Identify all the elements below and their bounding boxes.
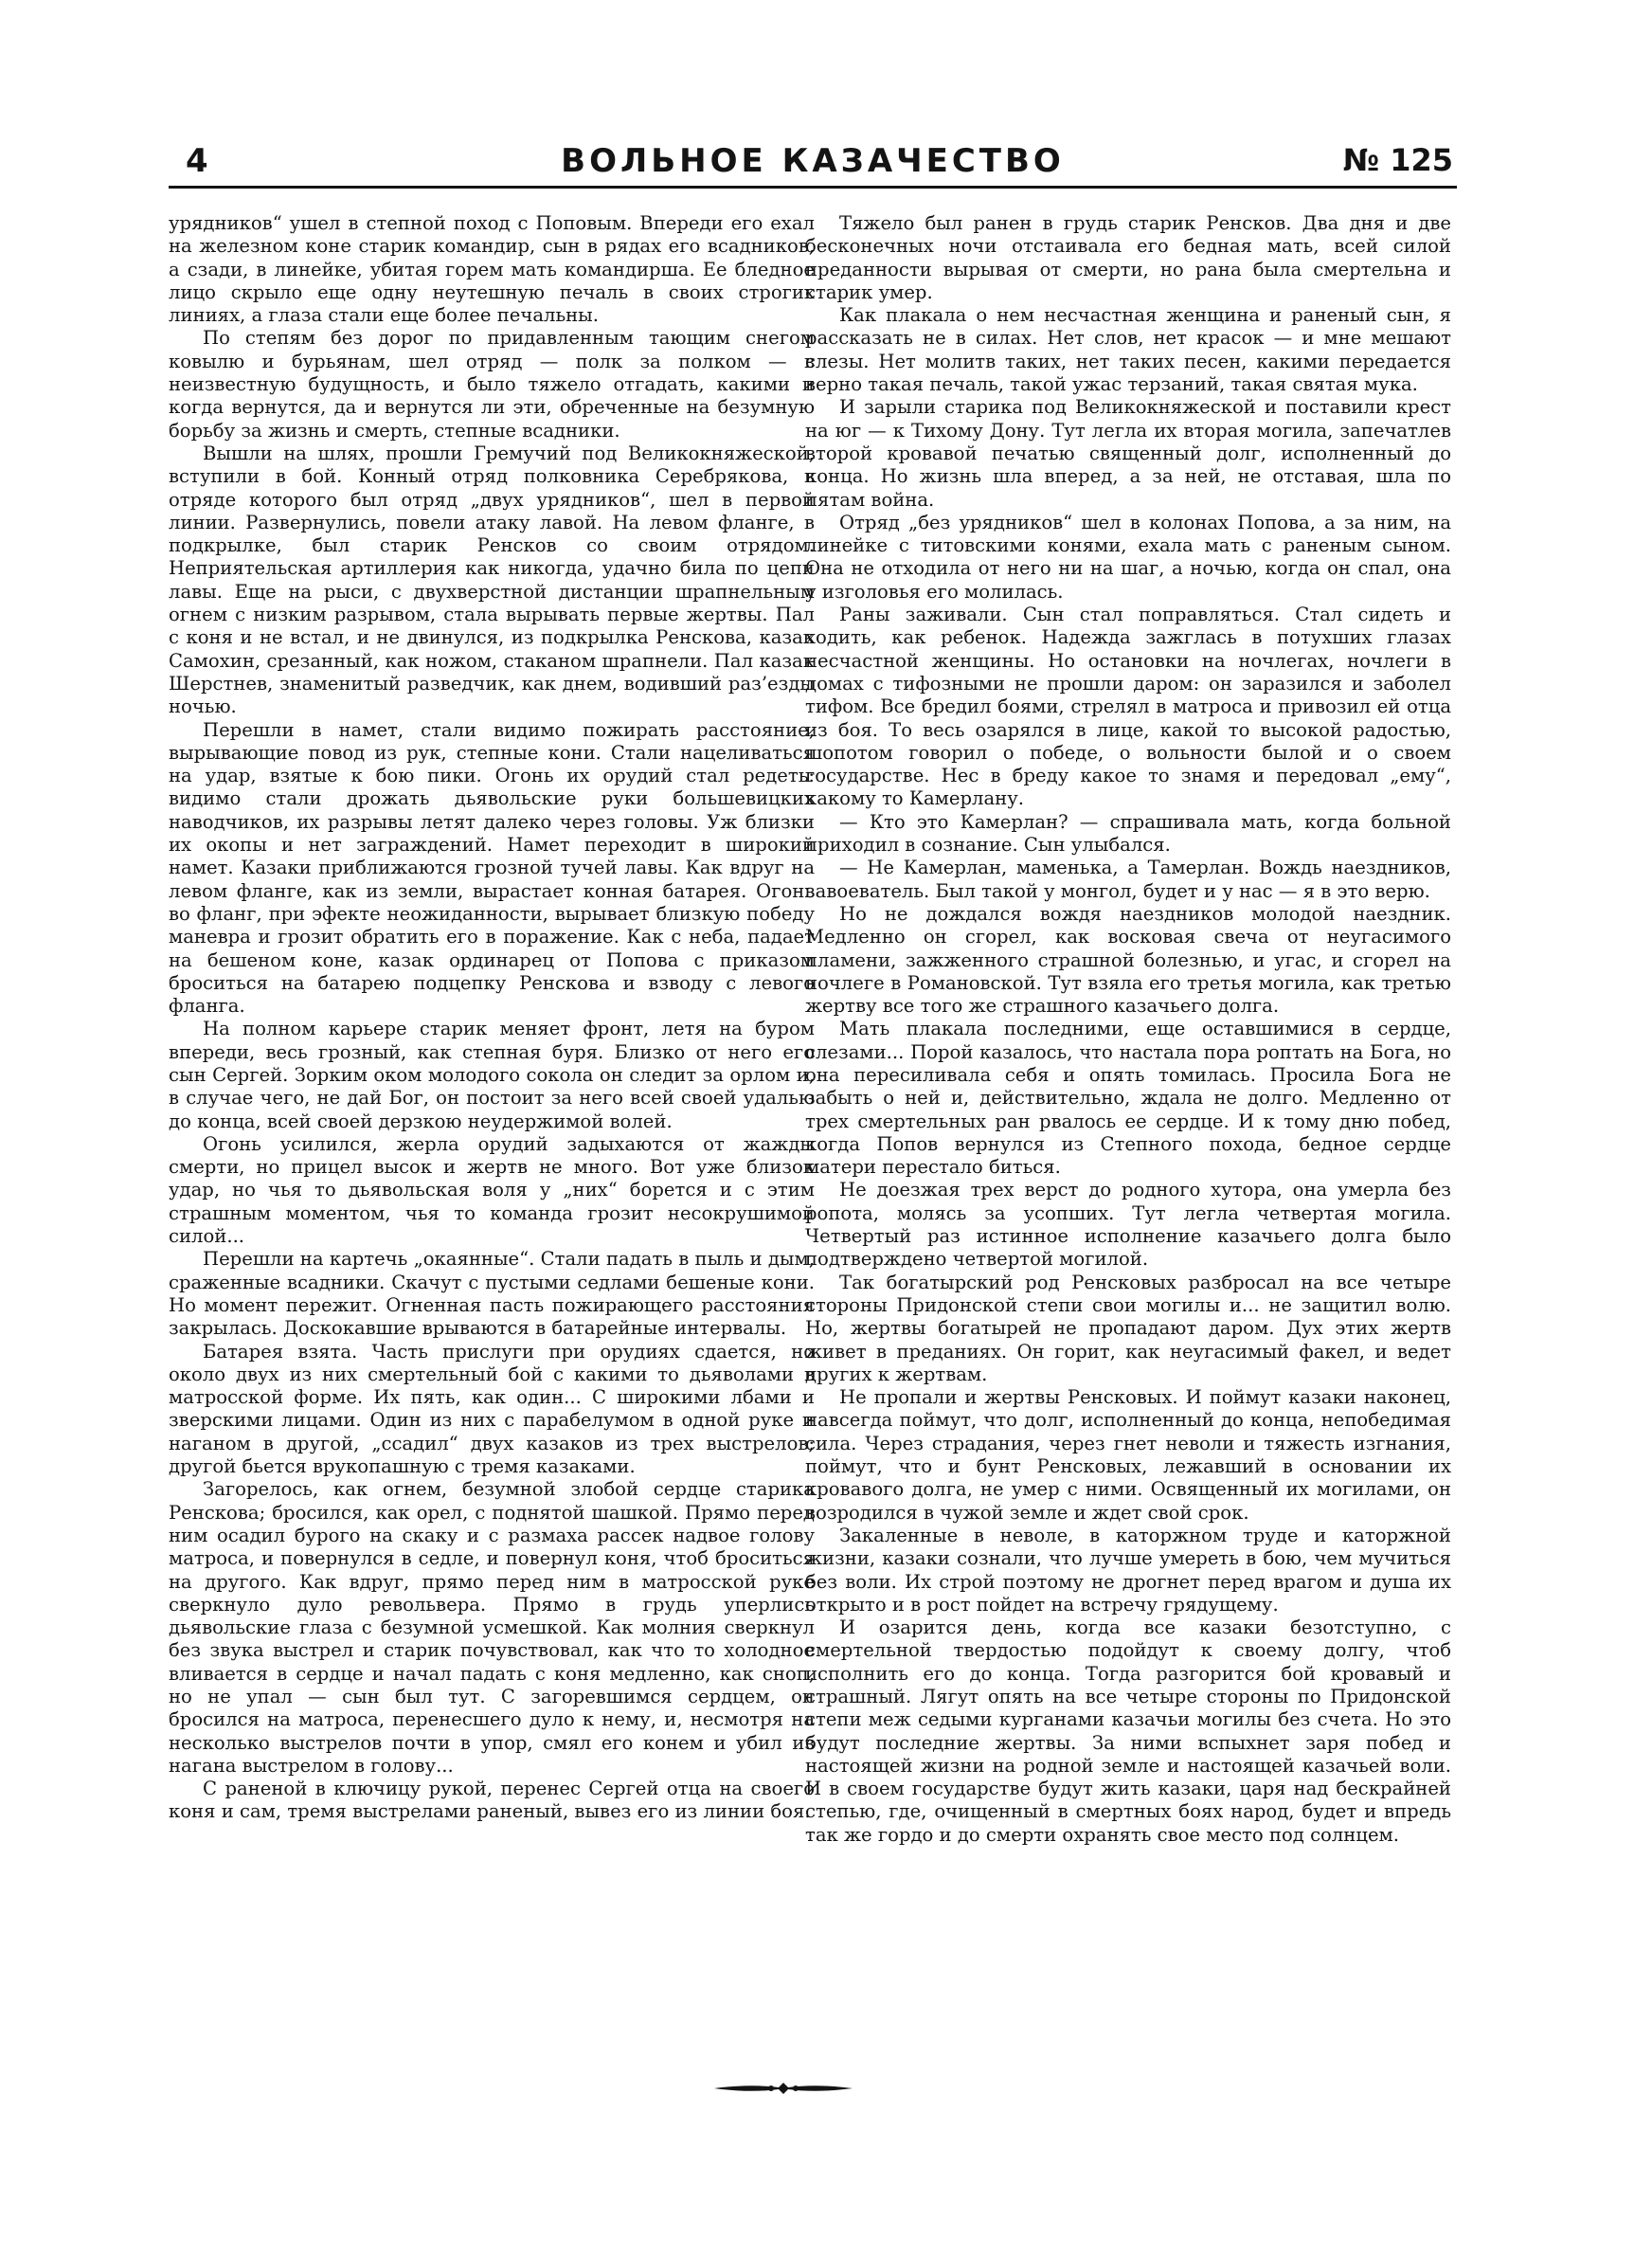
paragraph: Раны заживали. Сын стал поправляться. Стал сидеть и ходить, как ребенок. Надежда зажглась в потухших глазах несчастной женщины. Но остановки на ночлегах, ночлеги в домах с тифозными не прошли даром: он заразился и заболел тифом. Все бредил боями, стрелял в матроса и привозил ей отца из боя. То весь озарялся в лице, какой то высокой радостью, шопотом говорил о победе, о вольности былой и о своем государстве. Нес в бреду какое то знамя и передовал „ему“, какому то Камерлану. bbox=[805, 604, 1451, 810]
paragraph: По степям без дорог по придавленным тающим снегом ковылю и бурьянам, шел отряд — полк за полком — в неизвестную будущность, и было тяжело отгадать, какими и когда вернутся, да и вернутся ли эти, обреченные на безумную борьбу за жизнь и смерть, степные всадники. bbox=[169, 327, 815, 442]
paragraph: — Кто это Камерлан? — спрашивала мать, когда больной приходил в сознание. Сын улыбался. bbox=[805, 810, 1451, 857]
newspaper-title: ВОЛЬНОЕ КАЗАЧЕСТВО bbox=[561, 142, 1065, 180]
paragraph: Не пропали и жертвы Ренсковых. И поймут казаки наконец, навсегда поймут, что долг, исполненный до конца, непобедимая сила. Через страдания, через гнет неволи и тяжесть изгнания, поймут, что и бунт Ренсковых, лежавший в основании их кровавого долга, не умер с ними. Освященный их могилами, он возродился в чужой земле и ждет свой срок. bbox=[805, 1386, 1451, 1524]
paragraph: Перешли на картечь „окаянные“. Стали падать в пыль и дым, сраженные всадники. Скачут с пустыми седлами бешеные кони. Но момент пережит. Огненная пасть пожирающего расстояния закрылась. Доскокавшие врываются в батарейные интервалы. bbox=[169, 1248, 815, 1340]
paragraph: С раненой в ключицу рукой, перенес Сергей отца на своего коня и сам, тремя выстрелами раненый, вывез его из линии боя. bbox=[169, 1778, 815, 1823]
issue-number: № 125 bbox=[1342, 142, 1453, 178]
paragraph: Как плакала о нем несчастная женщина и раненый сын, я рассказать не в силах. Нет слов, нет красок — и мне мешают слезы. Нет молитв таких, нет таких песен, какими передается верно такая печаль, такой ужас терзаний, такая святая мука. bbox=[805, 304, 1451, 396]
paragraph: Огонь усилился, жерла орудий задыхаются от жажды смерти, но прицел высок и жертв не много. Вот уже близок удар, но чья то дьявольская воля у „них“ борется и с этим страшным моментом, чья то команда грозит несокрушимой силой... bbox=[169, 1132, 815, 1248]
page-number: 4 bbox=[186, 142, 208, 180]
paragraph: Закаленные в неволе, в каторжном труде и каторжной жизни, казаки сознали, что лучше умереть в бою, чем мучиться без воли. Их строй поэтому не дрогнет перед врагом и душа их открыто и в рост пойдет на встречу грядущему. bbox=[805, 1524, 1451, 1616]
paragraph: — Не Камерлан, маменька, а Тамерлан. Вождь наездников, завоеватель. Был такой у монгол, будет и у нас — я в это верю. bbox=[805, 857, 1451, 902]
paragraph: Загорелось, как огнем, безумной злобой сердце старика Ренскова; бросился, как орел, с поднятой шашкой. Прямо перед ним осадил бурого на скаку и с размаха рассек надвое голову матроса, и повернулся в седле, и повернул коня, чтоб броситься на другого. Как вдруг, прямо перед ним в матросской руке сверкнуло дуло револьвера. Прямо в грудь уперлись дьявольские глаза с безумной усмешкой. Как молния сверкнул без звука выстрел и старик почувствовал, как что то холодное вливается в сердце и начал падать с коня медленно, как сноп, но не упал — сын был тут. С загоревшимся сердцем, он бросился на матроса, перенесшего дуло к нему, и, несмотря на несколько выстрелов почти в упор, смял его конем и убил из нагана выстрелом в голову... bbox=[169, 1478, 815, 1777]
page-header bbox=[169, 140, 1457, 188]
paragraph: Батарея взята. Часть прислуги при орудиях сдается, но около двух из них смертельный бой с какими то дьяволами в матросской форме. Их пять, как один... С широкими лбами и зверскими лицами. Один из них с парабелумом в одной руке и наганом в другой, „ссадил“ двух казаков из трех выстрелов; другой бьется врукопашную с тремя казаками. bbox=[169, 1340, 815, 1478]
paragraph: Отряд „без урядников“ шел в колонах Попова, а за ним, на линейке с титовскими конями, ехала мать с раненым сыном. Она не отходила от него ни на шаг, а ночью, когда он спал, она у изголовья его молилась. bbox=[805, 511, 1451, 603]
paragraph: Так богатырский род Ренсковых разбросал на все четыре стороны Придонской степи свои могилы и... не защитил волю. Но, жертвы богатырей не пропадают даром. Дух этих жертв живет в преданиях. Он горит, как неугасимый факел, и ведет других к жертвам. bbox=[805, 1271, 1451, 1385]
header-rule bbox=[169, 186, 1457, 189]
paragraph: Вышли на шлях, прошли Гремучий под Великокняжеской, вступили в бой. Конный отряд полковника Серебрякова, в отряде которого был отряд „двух урядников“, шел в первой линии. Развернулись, повели атаку лавой. На левом фланге, в подкрылке, был старик Ренсков со своим отрядом. Неприятельская артиллерия как никогда, удачно била по цепи лавы. Еще на рыси, с двухверстной дистанции шрапнельным огнем с низким разрывом, стала вырывать первые жертвы. Пал с коня и не встал, и не двинулся, из подкрылка Ренскова, казак Самохин, срезанный, как ножом, стаканом шрапнели. Пал казак Шерстнев, знаменитый разведчик, как днем, водивший раз’езды ночью. bbox=[169, 442, 815, 718]
paragraph: Перешли в намет, стали видимо пожирать расстояние, вырывающие повод из рук, степные кони. Стали нацеливаться на удар, взятые к бою пики. Огонь их орудий стал редеть: видимо стали дрожать дьявольские руки большевицких наводчиков, их разрывы летят далеко через головы. Уж близки их окопы и нет заграждений. Намет переходит в широкий намет. Казаки приближаются грозной тучей лавы. Как вдруг на левом фланге, как из земли, вырастает конная батарея. Огонь во фланг, при эфекте неожиданности, вырывает близкую победу маневра и грозит обратить его в поражение. Как с неба, падает на бешеном коне, казак ординарец от Попова с приказом броситься на батарею подцепку Ренскова и взводу с левого фланга. bbox=[169, 718, 815, 1018]
end-ornament bbox=[712, 2077, 854, 2100]
paragraph: Но не дождался вождя наездников молодой наездник. Медленно он сгорел, как восковая свеча от неугасимого пламени, зажженного страшной болезнью, и угас, и сгорел на ночлеге в Романовской. Тут взяла его третья могила, как третью жертву все того же страшного казачьего долга. bbox=[805, 902, 1451, 1018]
right-column bbox=[805, 212, 1451, 1847]
paragraph: Мать плакала последними, еще оставшимися в сердце, слезами... Порой казалось, что настала пора роптать на Бога, но она пересиливала себя и опять томилась. Просила Бога не забыть о ней и, действительно, ждала не долго. Медленно от трех смертельных ран рвалось ее сердце. И к тому дню побед, когда Попов вернулся из Степного похода, бедное сердце матери перестало биться. bbox=[805, 1018, 1451, 1179]
paragraph: И зарыли старика под Великокняжеской и поставили крест на юг — к Тихому Дону. Тут легла их вторая могила, запечатлев второй кровавой печатью священный долг, исполненный до конца. Но жизнь шла вперед, а за ней, не отставая, шла по пятам война. bbox=[805, 396, 1451, 511]
paragraph: Не доезжая трех верст до родного хутора, она умерла без ропота, молясь за усопших. Тут легла четвертая могила. Четвертый раз истинное исполнение казачьего долга было подтверждено четвертой могилой. bbox=[805, 1179, 1451, 1271]
paragraph: На полном карьере старик меняет фронт, летя на буром впереди, весь грозный, как степная буря. Близко от него его сын Сергей. Зорким оком молодого сокола он следит за орлом и, в случае чего, не дай Бог, он постоит за него всей своей удалью до конца, всей своей дерзкою неудержимой волей. bbox=[169, 1018, 815, 1132]
left-column bbox=[169, 212, 815, 1824]
paragraph: И озарится день, когда все казаки безотступно, с смертельной твердостью подойдут к своему долгу, чтоб исполнить его до конца. Тогда разгорится бой кровавый и страшный. Лягут опять на все четыре стороны по Придонской степи меж седыми курганами казачьи могилы без счета. Но это будут последние жертвы. За ними вспыхнет заря побед и настоящей жизни на родной земле и настоящей казачьей воли. И в своем государстве будут жить казаки, царя над бескрайней степью, где, очищенный в смертных боях народ, будет и впредь так же гордо и до смерти охранять свое место под солнцем. bbox=[805, 1616, 1451, 1846]
paragraph: урядников“ ушел в степной поход с Поповым. Впереди его ехал на железном коне старик командир, сын в рядах его всадников, а сзади, в линейке, убитая горем мать командирша. Ее бледное лицо скрыло еще одну неутешную печаль в своих строгих линиях, а глаза стали еще более печальны. bbox=[169, 212, 815, 327]
paragraph: Тяжело был ранен в грудь старик Ренсков. Два дня и две бесконечных ночи отстаивала его бедная мать, всей силой преданности вырывая от смерти, но рана была смертельна и старик умер. bbox=[805, 212, 1451, 303]
